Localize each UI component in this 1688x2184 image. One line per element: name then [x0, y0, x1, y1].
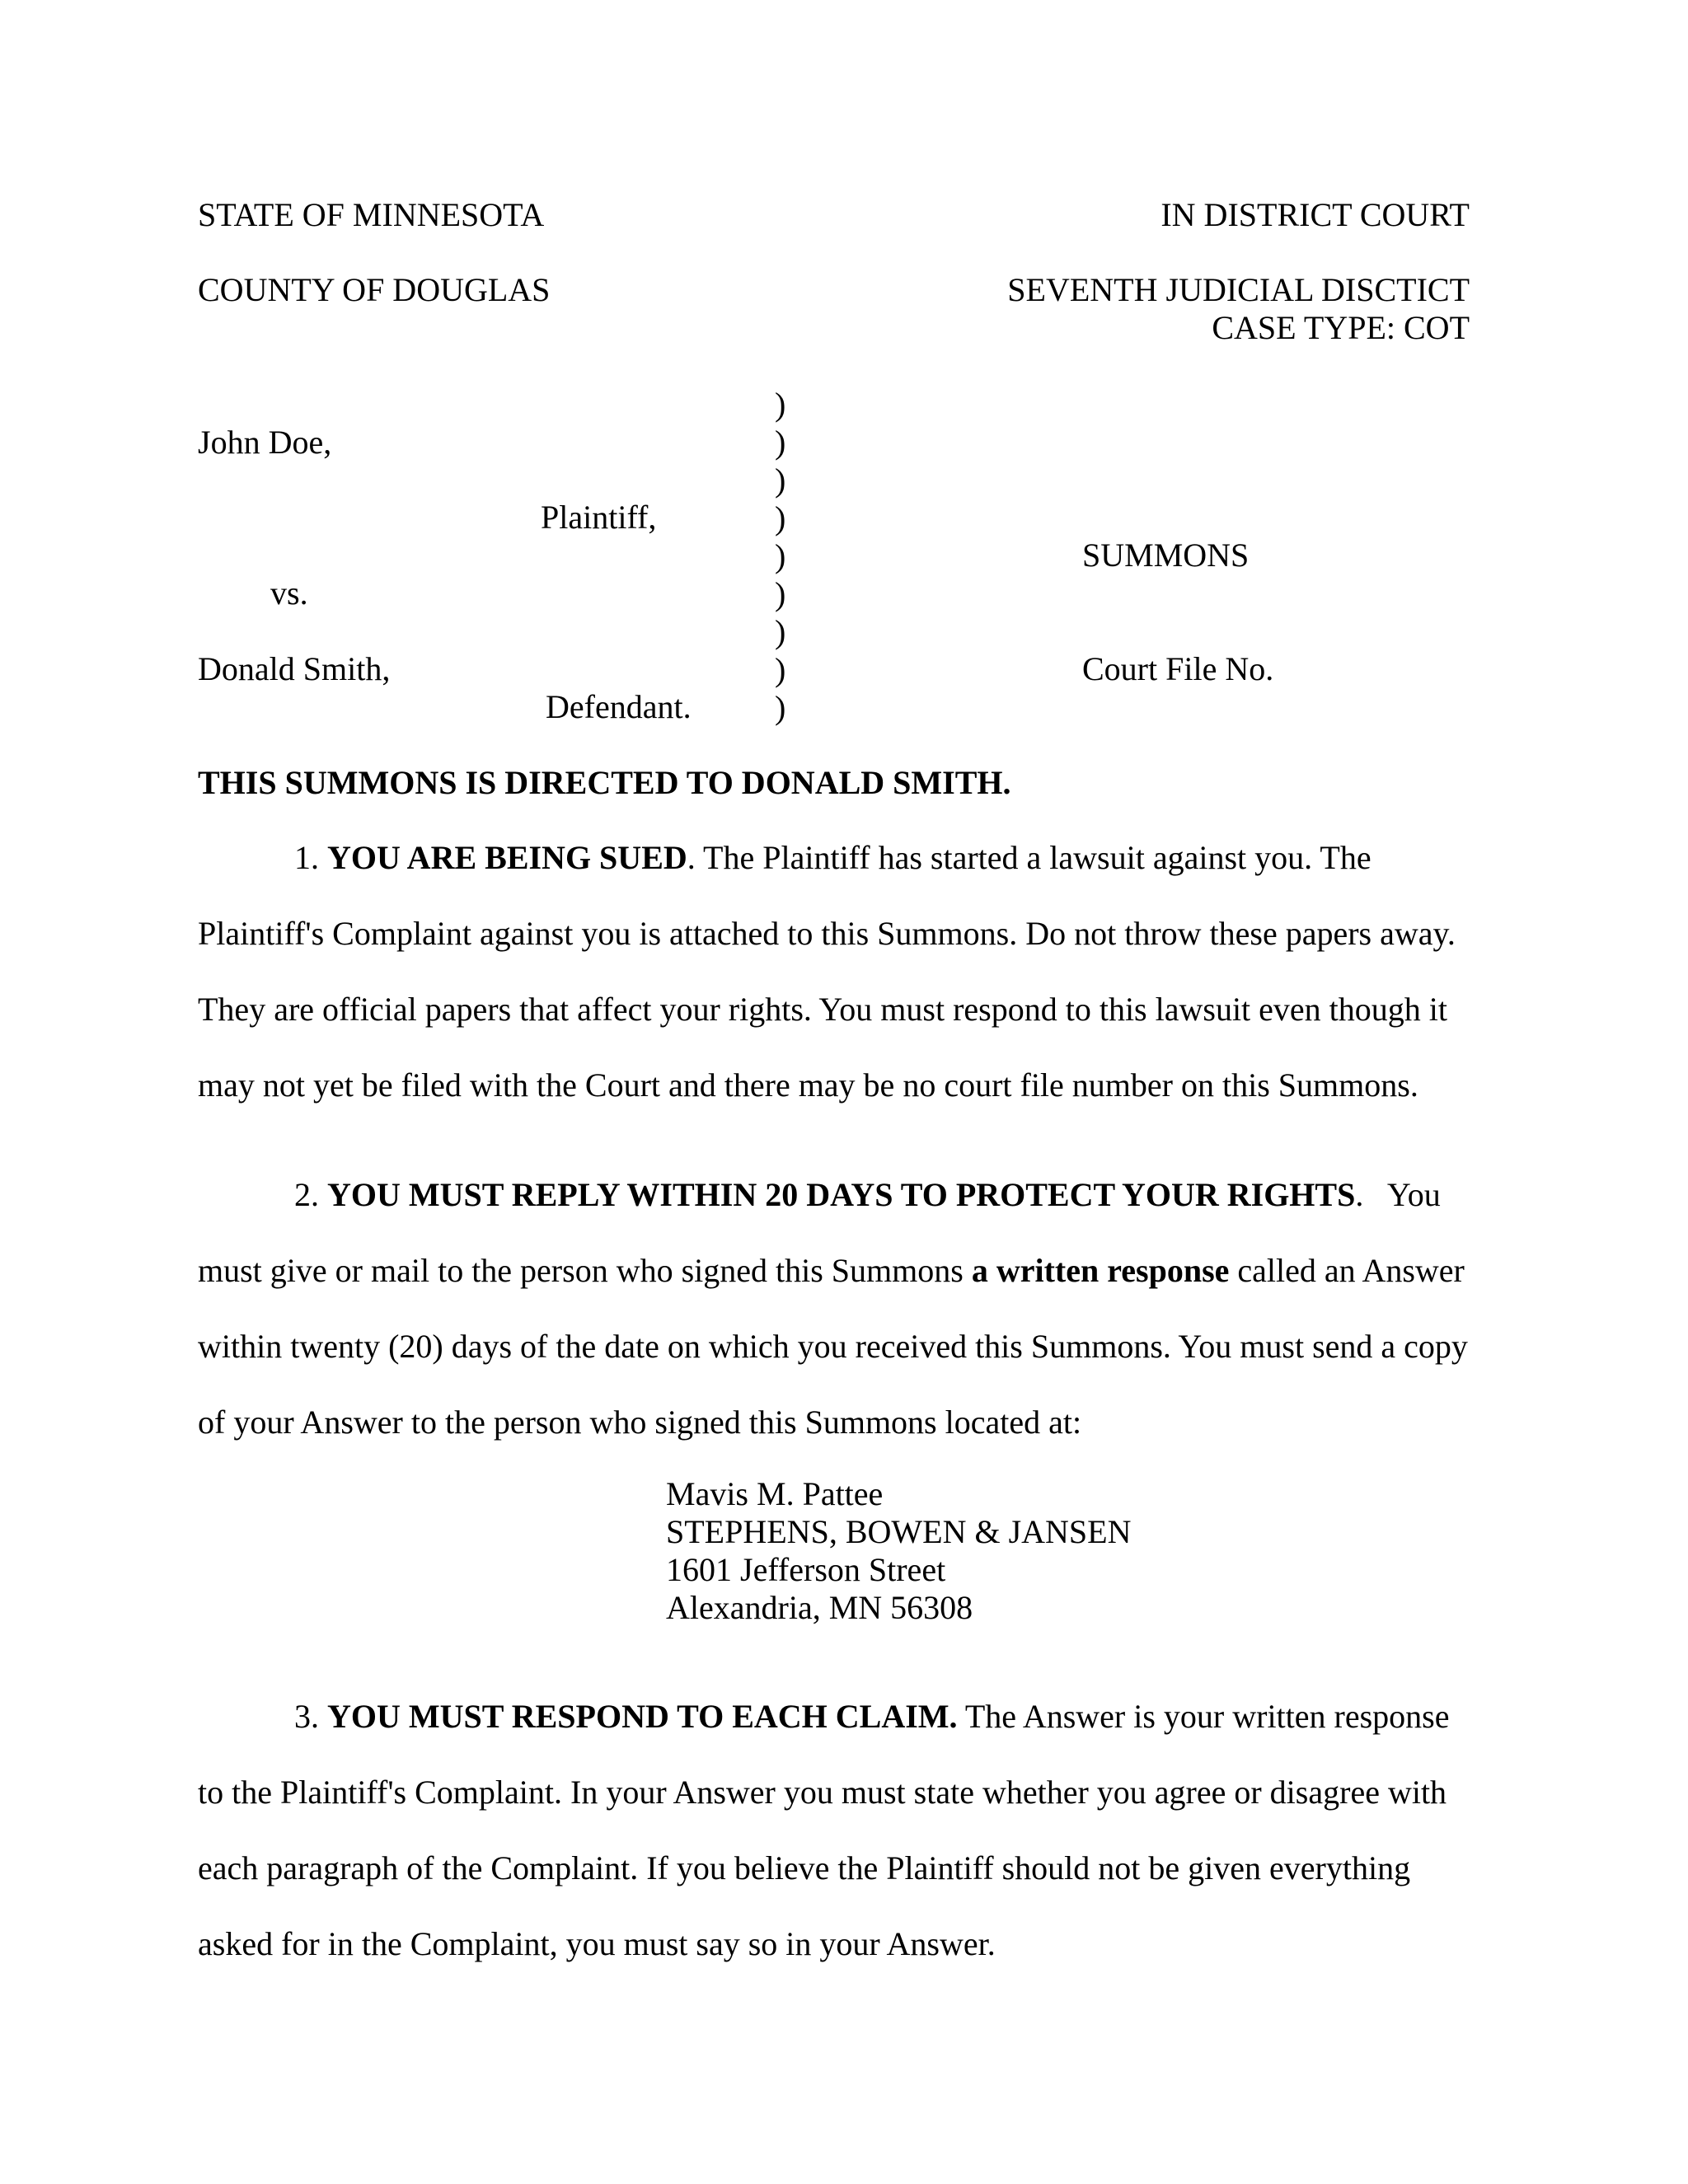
- paragraph-3-line: to the Plaintiff's Complaint. In your Answer you must state whether you agree or disagree with: [198, 1774, 1447, 1811]
- paragraph-2-line: [198, 1157, 1467, 1233]
- attorney-address-block: [666, 1475, 1131, 1627]
- defendant-role: Defendant.: [546, 688, 692, 725]
- paragraph-3-line: each paragraph of the Complaint. If you believe the Plaintiff should not be given everything: [198, 1849, 1411, 1886]
- county-label: COUNTY OF DOUGLAS: [198, 271, 551, 308]
- caption-paren: ): [775, 651, 786, 688]
- plaintiff-role: Plaintiff,: [541, 499, 657, 536]
- district-label: SEVENTH JUDICIAL DISCTICT: [1007, 271, 1470, 308]
- paragraph-2: [198, 1157, 1467, 1460]
- state-label: STATE OF MINNESOTA: [198, 196, 545, 233]
- paragraph-1-line: [198, 820, 1467, 896]
- caption-paren: ): [775, 689, 786, 726]
- attorney-name: Mavis M. Pattee: [666, 1475, 884, 1512]
- document-title: SUMMONS: [1082, 537, 1250, 574]
- caption-paren: ): [775, 462, 786, 499]
- paragraph-2-text: . You: [1355, 1176, 1441, 1213]
- plaintiff-name: John Doe,: [198, 424, 332, 461]
- court-file-label: Court File No.: [1082, 650, 1274, 687]
- caption-parentheses: [775, 386, 785, 727]
- written-response-emphasis: a written response: [971, 1252, 1230, 1289]
- caption-paren: ): [775, 499, 786, 537]
- paragraph-1-line: may not yet be filed with the Court and there may be no court file number on this Summons.: [198, 1066, 1418, 1104]
- paragraph-3-line: asked for in the Complaint, you must say so in your Answer.: [198, 1925, 996, 1962]
- paragraph-2-number: 2.: [294, 1176, 319, 1213]
- paragraph-1-text: . The Plaintiff has started a lawsuit against you. The: [687, 839, 1372, 876]
- paragraph-2-line: [198, 1233, 1467, 1309]
- versus-label: vs.: [270, 574, 308, 612]
- paragraph-3-text: The Answer is your written response: [957, 1698, 1450, 1735]
- court-label: IN DISTRICT COURT: [1160, 196, 1470, 233]
- caption-paren: ): [775, 537, 786, 574]
- paragraph-1-line: They are official papers that affect your rights. You must respond to this lawsuit even though it: [198, 991, 1448, 1028]
- caption-paren: ): [775, 424, 786, 461]
- paragraph-3-number: 3.: [294, 1698, 319, 1735]
- paragraph-2-heading: YOU MUST REPLY WITHIN 20 DAYS TO PROTECT YOUR RIGHTS: [327, 1176, 1356, 1213]
- paragraph-1-heading: YOU ARE BEING SUED: [327, 839, 687, 876]
- defendant-name: Donald Smith,: [198, 650, 391, 687]
- paragraph-2-text: must give or mail to the person who signed this Summons: [198, 1252, 972, 1289]
- paragraph-1-number: 1.: [294, 839, 319, 876]
- law-firm-name: STEPHENS, BOWEN & JANSEN: [666, 1513, 1132, 1550]
- street-address: 1601 Jefferson Street: [666, 1551, 946, 1588]
- directed-to-heading: THIS SUMMONS IS DIRECTED TO DONALD SMITH.: [198, 764, 1011, 801]
- paragraph-3-heading: YOU MUST RESPOND TO EACH CLAIM.: [327, 1698, 958, 1735]
- caption-paren: ): [775, 575, 786, 612]
- paragraph-1-line: Plaintiff's Complaint against you is attached to this Summons. Do not throw these papers away.: [198, 915, 1456, 952]
- caption-paren: ): [775, 386, 786, 423]
- paragraph-3: [198, 1679, 1467, 1982]
- city-state-zip: Alexandria, MN 56308: [666, 1589, 973, 1626]
- paragraph-3-line: [198, 1679, 1467, 1755]
- paragraph-1: [198, 820, 1467, 1123]
- paragraph-2-text: called an Answer: [1229, 1252, 1465, 1289]
- paragraph-2-line: of your Answer to the person who signed this Summons located at:: [198, 1404, 1082, 1441]
- caption-paren: ): [775, 613, 786, 650]
- case-type-label: CASE TYPE: COT: [1212, 309, 1470, 346]
- paragraph-2-line: within twenty (20) days of the date on which you received this Summons. You must send a copy: [198, 1328, 1468, 1365]
